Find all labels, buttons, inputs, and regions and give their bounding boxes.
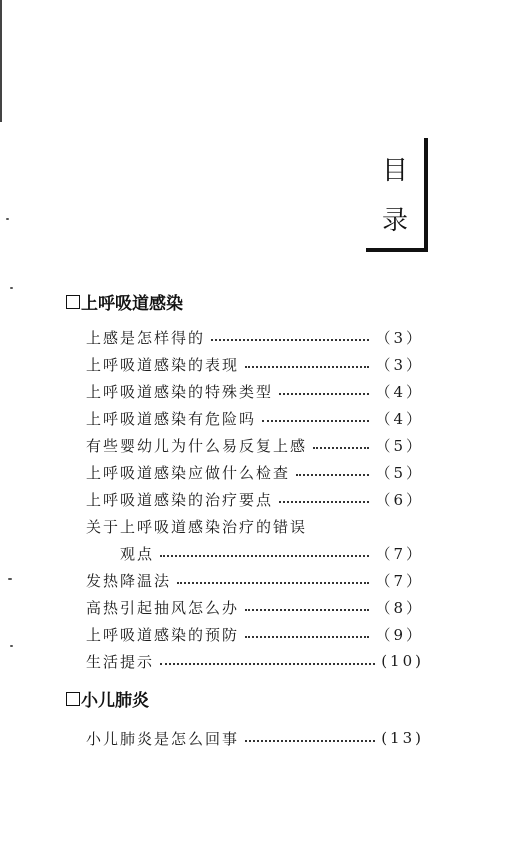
dot-leader	[313, 447, 369, 449]
scan-speck	[6, 218, 9, 220]
toc-entry[interactable]	[86, 406, 424, 430]
scan-speck	[10, 287, 13, 289]
toc-title-box	[366, 138, 428, 252]
toc-entry[interactable]	[120, 541, 424, 565]
toc-entry-text: 有些婴幼儿为什么易反复上感	[86, 436, 308, 455]
dot-leader	[245, 609, 369, 611]
toc-entry-text: 上呼吸道感染有危险吗	[86, 409, 257, 428]
toc-entry[interactable]	[86, 487, 424, 511]
toc-page-number: （6）	[375, 490, 424, 509]
toc-page-number: （4）	[375, 409, 424, 428]
toc-entry-text: 上呼吸道感染的表现	[86, 355, 240, 374]
toc-entry[interactable]	[86, 595, 424, 619]
dot-leader	[245, 740, 375, 742]
toc-title-char: 录	[381, 206, 408, 236]
section-heading-label: 小儿肺炎	[81, 691, 149, 711]
dot-leader	[279, 393, 369, 395]
toc-entry[interactable]	[86, 325, 424, 349]
dot-leader	[262, 420, 369, 422]
checkbox-square-icon	[66, 295, 80, 309]
toc-entry-text: 上呼吸道感染的治疗要点	[86, 490, 274, 509]
toc-page-number: （7）	[375, 544, 424, 563]
toc-entry[interactable]	[86, 379, 424, 403]
toc-entry-text: 观点	[120, 544, 155, 563]
dot-leader	[296, 474, 369, 476]
toc-title-char: 目	[381, 156, 408, 186]
toc-entry-text: 生活提示	[86, 652, 155, 671]
toc-entry-text: 上呼吸道感染的预防	[86, 625, 240, 644]
toc-entry-text: 高热引起抽风怎么办	[86, 598, 240, 617]
section-heading-label: 上呼吸道感染	[81, 294, 183, 314]
toc-entry[interactable]	[86, 649, 424, 673]
toc-page-number: （4）	[375, 382, 424, 401]
dot-leader	[211, 339, 369, 341]
toc-entry[interactable]	[86, 514, 424, 538]
section-heading	[66, 686, 149, 711]
toc-page-number: （3）	[375, 328, 424, 347]
toc-entry-text: 上呼吸道感染的特殊类型	[86, 382, 274, 401]
toc-entry-text: 上呼吸道感染应做什么检查	[86, 463, 291, 482]
scan-speck	[8, 578, 12, 580]
toc-entry-text: 发热降温法	[86, 571, 172, 590]
scan-speck	[10, 645, 13, 647]
toc-entry[interactable]	[86, 726, 424, 750]
toc-page-number: （8）	[375, 598, 424, 617]
toc-entry[interactable]	[86, 622, 424, 646]
dot-leader	[279, 501, 369, 503]
toc-page-number: （3）	[375, 355, 424, 374]
checkbox-square-icon	[66, 692, 80, 706]
toc-entry[interactable]	[86, 568, 424, 592]
toc-page-number: (10)	[381, 652, 424, 670]
toc-entry[interactable]	[86, 352, 424, 376]
toc-page-number: （5）	[375, 436, 424, 455]
dot-leader	[160, 663, 375, 665]
toc-page-number: （5）	[375, 463, 424, 482]
toc-page-number: （9）	[375, 625, 424, 644]
section-heading	[66, 289, 183, 314]
dot-leader	[245, 636, 369, 638]
toc-entry-text: 小儿肺炎是怎么回事	[86, 729, 240, 748]
dot-leader	[160, 555, 369, 557]
toc-entry[interactable]	[86, 433, 424, 457]
scan-edge-mark	[0, 0, 2, 122]
toc-page-number: (13)	[381, 729, 424, 747]
toc-entry-text: 关于上呼吸道感染治疗的错误	[86, 517, 308, 536]
toc-entry-text: 上感是怎样得的	[86, 328, 206, 347]
dot-leader	[245, 366, 369, 368]
toc-entry[interactable]	[86, 460, 424, 484]
toc-page-number: （7）	[375, 571, 424, 590]
dot-leader	[177, 582, 369, 584]
